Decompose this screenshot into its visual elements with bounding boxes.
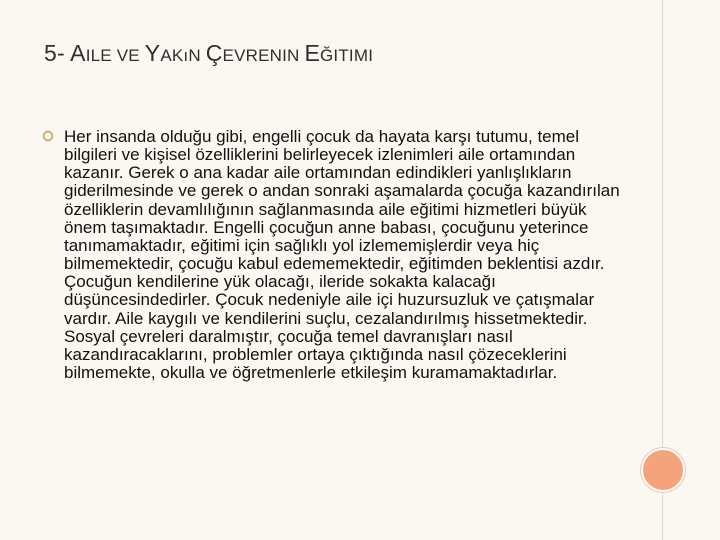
slide-body-text: Her insanda olduğu gibi, engelli çocuk da hayata karşı tutumu, temel bilgileri ve kişisel özelliklerini belirleyecek izlenimleri aile ortamından kazanır. Gerek o ana kadar aile ortamından edindikleri yanlışlıkların giderilmesinde ve gerek o andan sonraki aşamalarda çocuğa kazandırılan özelliklerin devamlılığının sağlanmasında aile eğitimi hizmetleri büyük önem taşımaktadır. Engelli çocuğun anne babası, çocuğunu yeterince tanımamaktadır, eğitimi için sağlıklı yol izlememişlerdir veya hiç bilmemektedir, çocuğu kabul edememektedir, eğitimden beklentisi azdır. Çocuğun kendilerine yük olacağı, ileride sokakta kalacağı düşüncesindedirler. Çocuk nedeniyle aile içi huzursuzluk ve çatışmalar vardır. Aile kaygılı ve kendilerini suçlu, cezalandırılmış hissetmektedir. Sosyal çevreleri daralmıştır, çocuğa temel davranışları nasıl kazandıracaklarını, problemler ortaya çıktığında nasıl çözeceklerini bilmemekte, okulla ve öğretmenlerle etkileşim kuramamaktadırlar.: [64, 127, 620, 383]
title-part: ILE VE: [85, 46, 145, 65]
decorative-circle-icon: [641, 448, 685, 492]
title-part: ĞITIMI: [319, 46, 374, 65]
title-part: AKıN: [160, 46, 206, 65]
title-part: EVRENIN: [222, 46, 305, 65]
title-part: Ç: [205, 40, 223, 66]
slide-title: [44, 40, 634, 67]
title-part: Y: [144, 40, 161, 66]
bullet-circle-icon: [42, 130, 54, 142]
title-part: 5- A: [44, 40, 86, 66]
title-part: E: [304, 40, 320, 66]
